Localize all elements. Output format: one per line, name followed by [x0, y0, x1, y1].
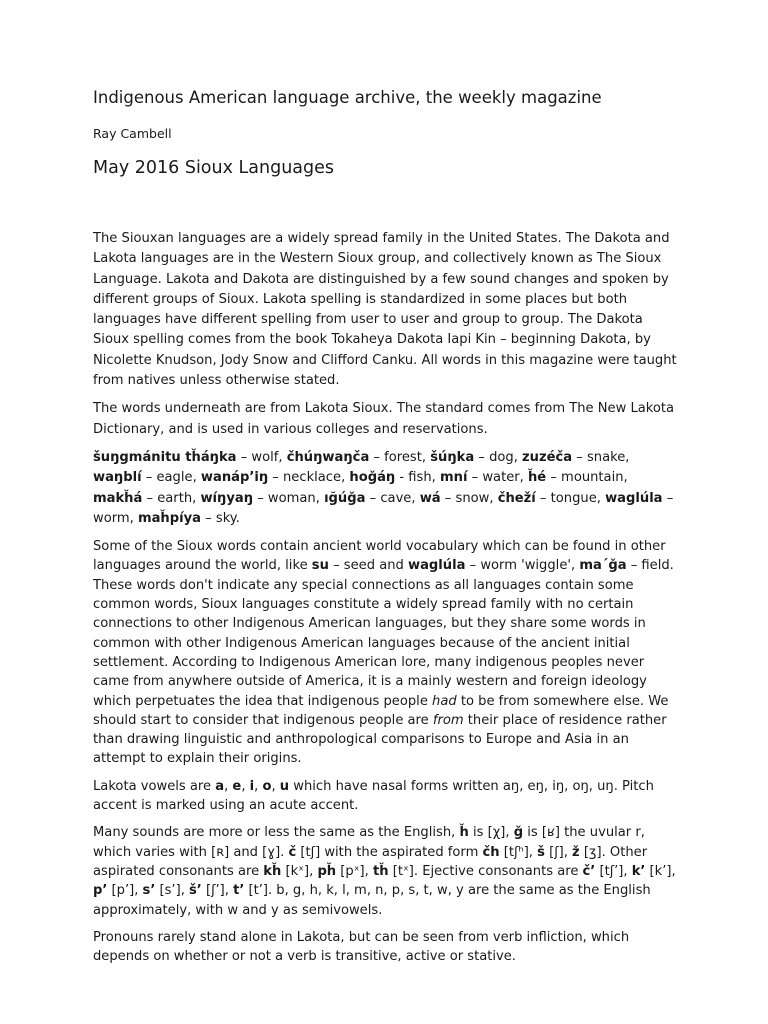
text-run: is [χ], [468, 825, 514, 841]
paragraph-world-vocabulary [93, 537, 677, 769]
text-run: [tʃʰ], [499, 844, 538, 860]
emphasis: from [432, 712, 464, 728]
gloss: - fish, [395, 470, 440, 486]
lakota-word: waŋblí [93, 470, 142, 486]
gloss: – cave, [365, 490, 420, 506]
paragraph-consonants [93, 823, 677, 919]
text-run: [p’], [107, 883, 143, 899]
text-run: [pˣ], [336, 863, 373, 879]
emphasis: had [432, 693, 457, 709]
gloss: – snake, [572, 449, 630, 465]
text-run: – seed and [328, 558, 408, 574]
lakota-word: su [311, 558, 329, 574]
paragraph-source: The words underneath are from Lakota Sioux. The standard comes from The New Lakota Dictionary, and is used in various colleges and reservations. [93, 401, 675, 437]
gloss: – worm, [93, 490, 674, 526]
gloss: – woman, [253, 490, 325, 506]
section-heading: May 2016 Sioux Languages [93, 158, 335, 178]
lakota-word: šuŋgmánitu tȟáŋka [93, 449, 237, 465]
letter: čh [482, 844, 500, 860]
lakota-word: čhúŋwaŋča [286, 449, 370, 465]
text-run: their place of residence rather than drawing linguistic and anthropological comparisons to Europe and Asia in an attempt to explain their origins. [93, 712, 667, 767]
lakota-word: wíŋyaŋ [200, 490, 254, 506]
text-run: [ʃ’], [201, 883, 234, 899]
paragraph-intro: The Siouxan languages are a widely spread family in the United States. The Dakota and Lakota languages are in the Western Sioux group, and collectively known as The Sioux Language. Lakota and Dakota are distinguished by a few sound changes and spoken by different groups of Sioux. Lakota spelling is standardized in some places but both languages have different spelling from user to user and group to group. The Dakota Sioux spelling comes from the book Tokaheya Dakota Iapi Kin – beginning Dakota, by Nicolette Knudson, Jody Snow and Clifford Canku. All words in this magazine were taught from natives unless otherwise stated. [93, 231, 677, 389]
gloss: – sky. [201, 510, 240, 526]
document-title: Indigenous American language archive, the weekly magazine [93, 88, 602, 107]
text-run: [tˣ]. Ejective consonants are [388, 863, 583, 879]
text-run: , [271, 778, 280, 794]
lakota-word: čheží [497, 490, 536, 506]
text-run: which have nasal forms written aŋ, eŋ, iŋ, oŋ, uŋ. Pitch accent is marked using an acute accent. [93, 778, 654, 814]
paragraph-vowels [93, 777, 677, 816]
letter: š’ [189, 883, 202, 899]
letter: č’ [582, 863, 596, 879]
letter: kȟ [263, 863, 282, 879]
letter: s’ [142, 883, 156, 899]
gloss: – tongue, [535, 490, 606, 506]
gloss: – wolf, [236, 449, 287, 465]
letter: t’ [233, 883, 245, 899]
gloss: – necklace, [268, 470, 350, 486]
text-run: [k’], [645, 863, 676, 879]
letter: p’ [93, 883, 108, 899]
text-run: to be from somewhere else. We should start to consider that indigenous people are [93, 693, 669, 728]
text-run: [t’]. b, g, h, k, l, m, n, p, s, t, w, y are the same as the English approximately, with w and y as semivowels. [93, 883, 651, 918]
author-name: Ray Cambell [93, 126, 172, 141]
vowel: u [279, 778, 290, 794]
text-run: Some of the Sioux words contain ancient world vocabulary which can be found in other languages around the world, like [93, 539, 666, 574]
vowel: a [215, 778, 225, 794]
paragraph-vocabulary [93, 448, 677, 529]
letter: š [537, 844, 545, 860]
gloss: – forest, [369, 449, 431, 465]
text-run: Lakota vowels are [93, 778, 216, 794]
text-run: , [241, 778, 250, 794]
lakota-word: makȟá [93, 490, 143, 506]
text-run: – field. These words don't indicate any special connections as all languages contain some common words, Sioux languages constitute a widely spread family with no certain connections to other Indigenous American languages, but they share some words in common with other Indigenous American languages because of the ancient initial settlement. According to Indigenous American lore, many indigenous peoples never came from anywhere outside of America, it is a mainly western and foreign ideology which perpetuates the idea that indigenous people [93, 558, 674, 709]
text-run: is [ʁ] the uvular r, which varies with [ʀ] and [ɣ]. [93, 825, 645, 860]
gloss: – snow, [440, 490, 498, 506]
text-run: [ʃ], [544, 844, 573, 860]
text-run: [ʒ]. Other aspirated consonants are [93, 844, 648, 879]
lakota-word: ığúǧa [324, 490, 366, 506]
lakota-word: zuzéča [522, 449, 573, 465]
text-run: [tʃ] with the aspirated form [296, 844, 483, 860]
lakota-word: mní [440, 470, 468, 486]
lakota-word: ma´ǧa [579, 558, 627, 574]
text-run: Many sounds are more or less the same as the English, [93, 825, 460, 841]
gloss: – dog, [474, 449, 523, 465]
text-run: [kˣ], [281, 863, 318, 879]
gloss: – mountain, [546, 470, 628, 486]
letter: k’ [631, 863, 646, 879]
vowel: i [249, 778, 255, 794]
vowel: e [232, 778, 242, 794]
gloss: – earth, [142, 490, 201, 506]
vowel: o [262, 778, 272, 794]
gloss: – water, [467, 470, 528, 486]
lakota-word: ȟé [527, 470, 547, 486]
lakota-word: wanáp’iŋ [200, 470, 269, 486]
text-run: [s’], [155, 883, 190, 899]
text-run: [tʃ’], [595, 863, 632, 879]
paragraph-pronouns: Pronouns rarely stand alone in Lakota, but can be seen from verb infliction, which depends on whether or not a verb is transitive, active or stative. [93, 929, 630, 965]
letter: ž [572, 844, 580, 860]
letter: ǧ [513, 825, 524, 841]
lakota-word: maȟpíya [137, 510, 201, 526]
lakota-word: waglúla [605, 490, 663, 506]
text-run: , [224, 778, 233, 794]
lakota-word: waglúla [408, 558, 466, 574]
lakota-word: wá [419, 490, 441, 506]
lakota-word: hoǧáŋ [349, 470, 396, 486]
text-run: – worm 'wiggle', [465, 558, 580, 574]
letter: č [288, 844, 297, 860]
gloss: – eagle, [141, 470, 201, 486]
letter: tȟ [372, 863, 389, 879]
text-run: , [254, 778, 263, 794]
lakota-word: šúŋka [430, 449, 475, 465]
letter: pȟ [317, 863, 337, 879]
letter: ȟ [459, 825, 469, 841]
article-body [93, 229, 677, 974]
